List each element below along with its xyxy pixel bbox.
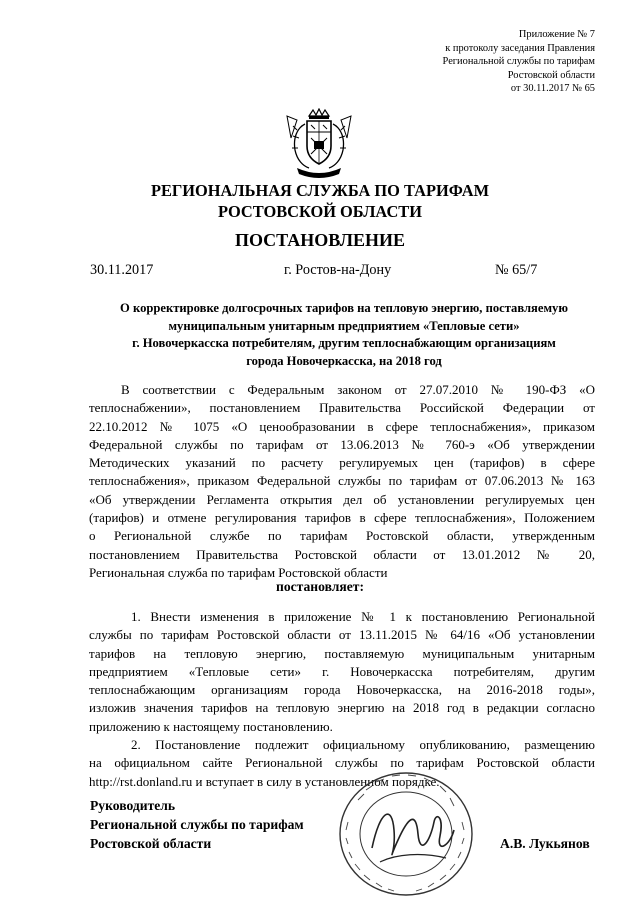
preamble-line: постановлением Правительства Ростовской области от 13.01.2012 № 20, [89, 546, 595, 562]
preamble-line: теплоснабжения», приказом Федеральной службы по тарифам от 07.06.2013 № 163 [89, 473, 595, 489]
appendix-note [443, 28, 595, 96]
signature-title-line: Руководитель [90, 798, 176, 813]
organization-name-line: РОСТОВСКОЙ ОБЛАСТИ [218, 202, 422, 221]
clause-line: предприятием «Тепловые сети» г. Новочеркасска потребителям, другим [89, 663, 595, 679]
preamble-line: Федеральной службы по тарифам от 13.06.2013 № 760-э «Об утверждении [89, 436, 595, 452]
official-seal-stamp-icon [336, 770, 476, 898]
preamble-line: (тарифов) и отмене регулирования тарифов в сфере теплоснабжения», Положением [89, 510, 595, 526]
preamble-line: В соответствии с Федеральным законом от 27.07.2010 № 190-ФЗ «О [121, 382, 595, 397]
preamble-line: 22.10.2012 № 1075 «О ценообразовании в сфере теплоснабжения», приказом [89, 418, 595, 434]
appendix-line: к протоколу заседания Правления [445, 42, 595, 54]
appendix-line: Региональной службы по тарифам [442, 56, 595, 68]
clause-line: 2. Постановление подлежит официальному опубликованию, размещению [131, 737, 595, 753]
signature-title-line: Ростовской области [90, 835, 212, 851]
document-type: ПОСТАНОВЛЕНИЕ [234, 230, 406, 250]
clause-line: службы по тарифам Ростовской области от 13.11.2015 № 64/16 «Об установлении [89, 627, 595, 643]
clause-line: приложению к настоящему постановлению. [89, 718, 333, 734]
appendix-line: Ростовской области [507, 69, 595, 81]
subject-line: г. Новочеркасска потребителям, другим теплоснабжающим организациям [132, 336, 556, 350]
clause-line: изложив значения тарифов на тепловую энергию на 2018 год в редакции согласно [89, 700, 595, 716]
preamble-line: «Об утверждении Регламента открытия дел об установлении регулируемых цен [89, 491, 595, 507]
clause-line: тарифов на тепловую энергию, поставляемую муниципальным унитарным [89, 645, 595, 661]
clause-line: на официальном сайте Региональной службы по тарифам Ростовской области [89, 755, 595, 771]
signer-name: А.В. Лукьянов [500, 836, 590, 851]
signature-title-line: Региональной службы по тарифам [90, 816, 304, 832]
document-city: г. Ростов-на-Дону [284, 262, 392, 278]
preamble-paragraph [89, 381, 595, 582]
subject-line: города Новочеркасска, на 2018 год [246, 353, 442, 368]
preamble-line: Региональная служба по тарифам Ростовской области [89, 564, 388, 580]
preamble-line: Методических указаний по расчету регулируемых цен (тарифов) в сфере [89, 455, 595, 471]
clauses-block [89, 608, 595, 791]
subject-line: муниципальным унитарным предприятием «Тепловые сети» [168, 318, 520, 333]
subject-line: О корректировке долгосрочных тарифов на тепловую энергию, поставляемую [120, 301, 568, 315]
preamble-line: о Региональной службе по тарифам Ростовской области, утвержденным [89, 528, 595, 544]
clause-line: http://rst.donland.ru и вступает в силу в установленном порядке. [89, 773, 440, 789]
document-number: № 65/7 [495, 262, 538, 278]
rostov-coat-of-arms-icon [283, 108, 355, 180]
document-subject [88, 300, 600, 370]
signature-title [90, 797, 304, 853]
organization-name-line: РЕГИОНАЛЬНАЯ СЛУЖБА ПО ТАРИФАМ [150, 181, 490, 200]
clause-line: 1. Внести изменения в приложение № 1 к постановлению Региональной [131, 609, 595, 624]
organization-name [0, 180, 640, 222]
clause-line: теплоснабжающим организациям города Новочеркасска, на 2016-2018 годы», [89, 682, 595, 698]
appendix-line: от 30.11.2017 № 65 [510, 83, 595, 95]
preamble-line: теплоснабжении», постановлением Правительства Российской Федерации от [89, 400, 595, 416]
appendix-line: Приложение № 7 [518, 29, 595, 40]
resolves-heading: постановляет: [276, 579, 364, 594]
document-date: 30.11.2017 [90, 262, 154, 278]
